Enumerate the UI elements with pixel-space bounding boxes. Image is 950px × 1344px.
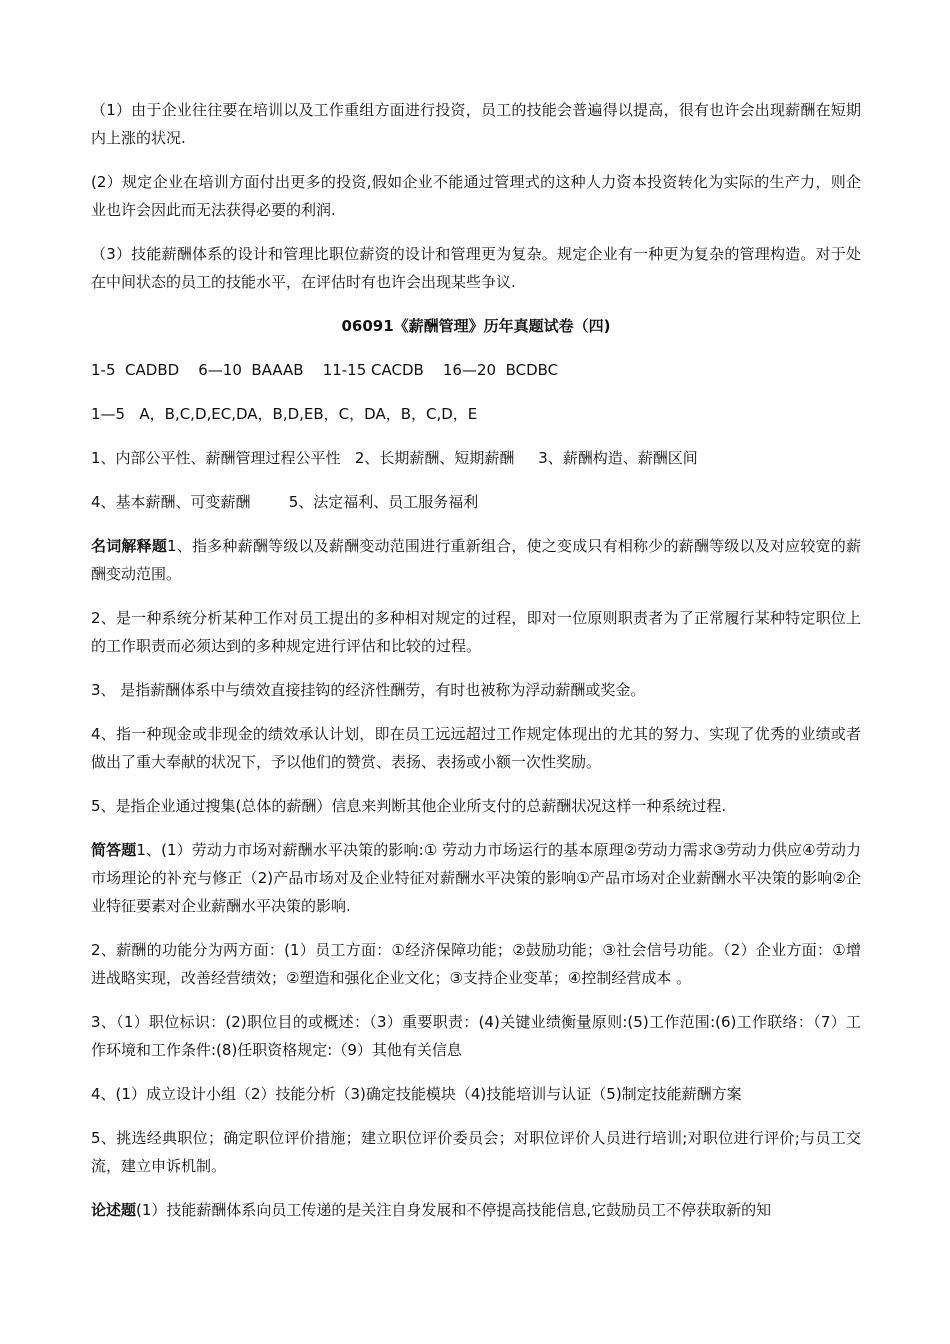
essay-heading: 论述题 [91,1201,137,1219]
short-answer-item-4: 4、(1）成立设计小组（2）技能分析（3)确定技能模块（4)技能培训与认证（5)制定技能薪酬方案 [91,1085,742,1103]
intro-paragraph-1: （1）由于企业往往要在培训以及工作重组方面进行投资，员工的技能会普遍得以提高，很有也许会出现薪酬在短期内上涨的状况. [91,101,861,147]
definitions-item-1-text: 1、指多种薪酬等级以及薪酬变动范围进行重新组合，使之变成只有相称少的薪酬等级以及对应较宽的薪酬变动范围。 [91,537,861,583]
choice-answers-single: 1-5 CADBD 6—10 BAAAB 11-15 CACDB 16—20 BCDBC [91,361,559,379]
short-answer-item-3: 3、（1）职位标识：(2)职位目的或概述：（3）重要职责：(4)关键业绩衡量原则:(5)工作范围:(6)工作联络：（7）工作环境和工作条件:(8)任职资格规定:（9）其他有关信息 [91,1013,861,1059]
document-content [91,96,861,1240]
definitions-item-4: 4、指一种现金或非现金的绩效承认计划，即在员工远远超过工作规定体现出的尤其的努力、实现了优秀的业绩或者做出了重大奉献的状况下，予以他们的赞赏、表扬、表扬或小额一次性奖励。 [91,725,861,771]
choice-answers-multiple: 1—5 A，B,C,D,EC,DA，B,D,EB，C，DA，B，C,D，E [91,405,478,423]
definitions-item-1 [91,532,861,588]
definitions-item-3: 3、 是指薪酬体系中与绩效直接挂钩的经济性酬劳，有时也被称为浮动薪酬或奖金。 [91,681,646,699]
fill-answers-1: 1、内部公平性、薪酬管理过程公平性 2、长期薪酬、短期薪酬 3、薪酬构造、薪酬区间 [91,449,698,467]
essay-item-1 [91,1196,861,1224]
short-answer-item-1 [91,836,861,920]
intro-paragraph-2: (2）规定企业在培训方面付出更多的投资,假如企业不能通过管理式的这种人力资本投资转化为实际的生产力，则企业也许会因此而无法获得必要的利润. [91,173,861,219]
short-answer-heading: 简答题 [91,841,137,859]
definitions-item-2: 2、是一种系统分析某种工作对员工提出的多种相对规定的过程，即对一位原则职责者为了正常履行某种特定职位上的工作职责而必须达到的多种规定进行评估和比较的过程。 [91,609,861,655]
essay-item-1-text: (1）技能薪酬体系向员工传递的是关注自身发展和不停提高技能信息,它鼓励员工不停获取新的知 [136,1201,772,1219]
short-answer-item-2: 2、薪酬的功能分为两方面：(1）员工方面：①经济保障功能；②鼓励功能；③社会信号功能。（2）企业方面：①增进战略实现，改善经营绩效；②塑造和强化企业文化；③支持企业变革；④控制经营成本 。 [91,941,861,987]
short-answer-item-1-text: 1、(1）劳动力市场对薪酬水平决策的影响:① 劳动力市场运行的基本原理②劳动力需求③劳动力供应④劳动力市场理论的补充与修正（2)产品市场对及企业特征对薪酬水平决策的影响①产品市场对企业薪酬水平决策的影响②企业特征要素对企业薪酬水平决策的影响. [91,841,861,915]
definitions-heading: 名词解释题 [91,537,168,555]
intro-paragraph-3: （3）技能薪酬体系的设计和管理比职位薪资的设计和管理更为复杂。规定企业有一种更为复杂的管理构造。对于处在中间状态的员工的技能水平，在评估时有也许会出现某些争议. [91,245,861,291]
exam-title: 06091《薪酬管理》历年真题试卷（四) [341,317,611,335]
short-answer-item-5: 5、挑选经典职位；确定职位评价措施；建立职位评价委员会；对职位评价人员进行培训;对职位进行评价;与员工交流，建立申诉机制。 [91,1129,861,1175]
fill-answers-2: 4、基本薪酬、可变薪酬 5、法定福利、员工服务福利 [91,493,479,511]
definitions-item-5: 5、是指企业通过搜集(总体的薪酬）信息来判断其他企业所支付的总薪酬状况这样一种系统过程. [91,797,727,815]
